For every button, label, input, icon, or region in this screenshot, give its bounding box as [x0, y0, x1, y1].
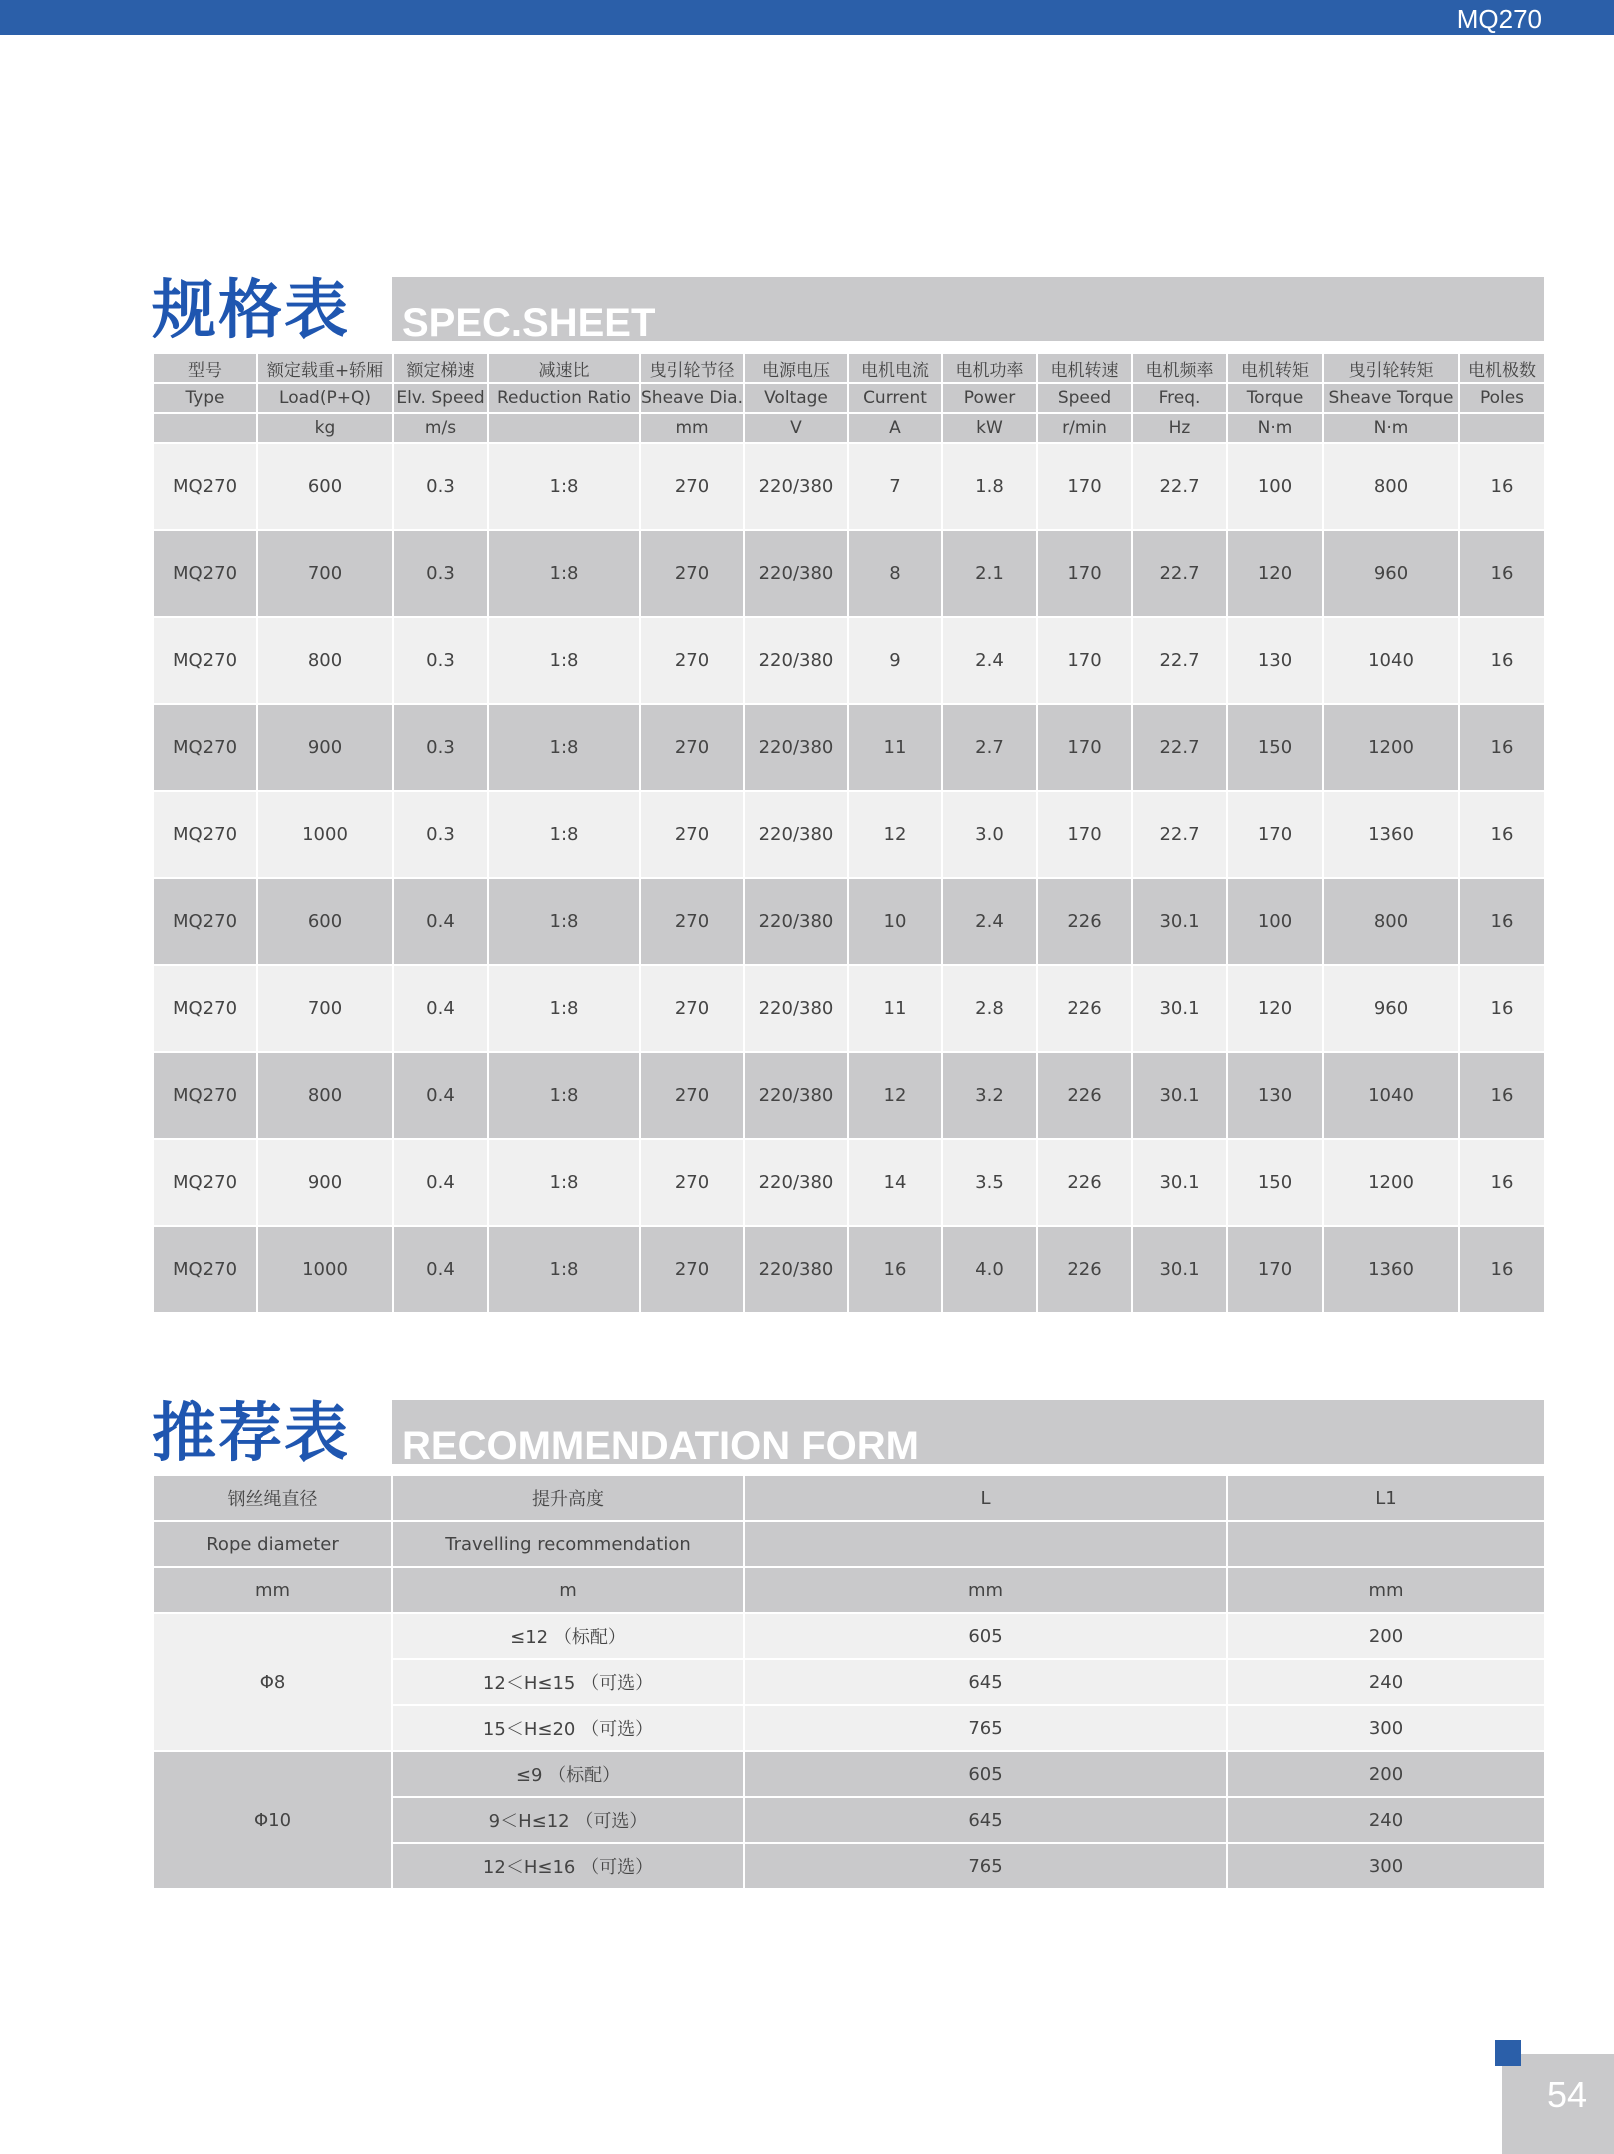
rec-cell: 300 [1227, 1705, 1545, 1751]
spec-cell: 22.7 [1132, 617, 1227, 704]
spec-cell: 1:8 [488, 617, 640, 704]
spec-cell: 100 [1227, 878, 1323, 965]
spec-cell: 100 [1227, 443, 1323, 530]
spec-cell: 800 [1323, 443, 1459, 530]
spec-cell: 960 [1323, 530, 1459, 617]
recommendation-table [152, 1474, 1546, 1890]
spec-cell: 0.3 [393, 530, 488, 617]
spec-header-cell: Current [848, 383, 942, 413]
spec-header-row-units [153, 413, 1545, 443]
spec-cell: 4.0 [942, 1226, 1037, 1313]
spec-cell: 1360 [1323, 791, 1459, 878]
spec-cell: 1200 [1323, 704, 1459, 791]
rec-cell: 765 [744, 1843, 1227, 1889]
spec-cell: 1:8 [488, 1226, 640, 1313]
spec-cell: 16 [1459, 1139, 1545, 1226]
spec-cell: MQ270 [153, 704, 257, 791]
rec-cell: ≤9 （标配） [392, 1751, 744, 1797]
top-bar [0, 0, 1614, 35]
spec-row [153, 704, 1545, 791]
spec-cell: 220/380 [744, 1052, 848, 1139]
spec-title-cn: 规格表 [152, 274, 350, 348]
spec-cell: 16 [1459, 704, 1545, 791]
rec-header-cell: L1 [1227, 1475, 1545, 1521]
spec-cell: 700 [257, 965, 393, 1052]
rec-cell: 12＜H≤16 （可选） [392, 1843, 744, 1889]
spec-cell: 600 [257, 878, 393, 965]
spec-cell: 30.1 [1132, 878, 1227, 965]
rec-header-row-header_cn [153, 1475, 1545, 1521]
spec-cell: 7 [848, 443, 942, 530]
spec-cell: 1000 [257, 791, 393, 878]
spec-cell: 9 [848, 617, 942, 704]
spec-header-cell: V [744, 413, 848, 443]
spec-cell: 226 [1037, 965, 1132, 1052]
spec-cell: 600 [257, 443, 393, 530]
spec-header-cell: Voltage [744, 383, 848, 413]
rec-cell: 240 [1227, 1797, 1545, 1843]
spec-cell: MQ270 [153, 791, 257, 878]
spec-header-cell: kg [257, 413, 393, 443]
spec-cell: 1:8 [488, 965, 640, 1052]
spec-header-cell: 电机转速 [1037, 353, 1132, 383]
rec-header-cell: mm [153, 1567, 392, 1613]
spec-cell: 14 [848, 1139, 942, 1226]
spec-cell: 2.1 [942, 530, 1037, 617]
spec-cell: 270 [640, 878, 744, 965]
spec-cell: MQ270 [153, 1139, 257, 1226]
rec-header-cell: 提升高度 [392, 1475, 744, 1521]
spec-row [153, 617, 1545, 704]
spec-cell: 170 [1037, 617, 1132, 704]
spec-cell: 0.3 [393, 617, 488, 704]
spec-cell: 0.4 [393, 1139, 488, 1226]
spec-header-cell: Sheave Dia. [640, 383, 744, 413]
spec-cell: MQ270 [153, 1226, 257, 1313]
spec-header-cell: Reduction Ratio [488, 383, 640, 413]
spec-row [153, 1052, 1545, 1139]
spec-cell: 0.3 [393, 443, 488, 530]
spec-header-cell: m/s [393, 413, 488, 443]
rec-title-cn: 推荐表 [152, 1397, 350, 1471]
spec-cell: 22.7 [1132, 530, 1227, 617]
spec-cell: 170 [1037, 704, 1132, 791]
spec-cell: 270 [640, 965, 744, 1052]
spec-cell: 12 [848, 791, 942, 878]
spec-cell: 2.7 [942, 704, 1037, 791]
spec-header-cell: 电机频率 [1132, 353, 1227, 383]
spec-cell: 170 [1037, 530, 1132, 617]
spec-row [153, 965, 1545, 1052]
spec-cell: 22.7 [1132, 443, 1227, 530]
spec-cell: 270 [640, 443, 744, 530]
spec-cell: 270 [640, 530, 744, 617]
spec-cell: 226 [1037, 1139, 1132, 1226]
spec-cell: 3.2 [942, 1052, 1037, 1139]
rec-cell: 12＜H≤15 （可选） [392, 1659, 744, 1705]
spec-header-cell: 电机电流 [848, 353, 942, 383]
spec-cell: 226 [1037, 1226, 1132, 1313]
rec-cell: 605 [744, 1613, 1227, 1659]
page-number: 54 [1546, 2074, 1587, 2115]
rec-cell: 240 [1227, 1659, 1545, 1705]
spec-cell: 270 [640, 617, 744, 704]
spec-cell: 30.1 [1132, 1226, 1227, 1313]
spec-cell: 220/380 [744, 530, 848, 617]
spec-cell: 220/380 [744, 878, 848, 965]
spec-header-cell: kW [942, 413, 1037, 443]
rec-header-cell: mm [1227, 1567, 1545, 1613]
spec-cell: 170 [1037, 791, 1132, 878]
spec-row [153, 1139, 1545, 1226]
spec-cell: 130 [1227, 1052, 1323, 1139]
spec-cell: 30.1 [1132, 1139, 1227, 1226]
spec-cell: 22.7 [1132, 791, 1227, 878]
spec-cell: 2.8 [942, 965, 1037, 1052]
rec-cell: 9＜H≤12 （可选） [392, 1797, 744, 1843]
spec-header-cell: Hz [1132, 413, 1227, 443]
spec-cell: 700 [257, 530, 393, 617]
spec-row [153, 791, 1545, 878]
rec-header-cell: Rope diameter [153, 1521, 392, 1567]
spec-cell: 1.8 [942, 443, 1037, 530]
rec-cell: 765 [744, 1705, 1227, 1751]
spec-header-cell: 电机极数 [1459, 353, 1545, 383]
rec-cell: 15＜H≤20 （可选） [392, 1705, 744, 1751]
spec-cell: 150 [1227, 1139, 1323, 1226]
spec-cell: 226 [1037, 878, 1132, 965]
spec-cell: 220/380 [744, 1226, 848, 1313]
spec-cell: 16 [1459, 530, 1545, 617]
spec-cell: 0.4 [393, 1052, 488, 1139]
spec-cell: 0.4 [393, 878, 488, 965]
spec-cell: 16 [1459, 1226, 1545, 1313]
spec-header-cell: Power [942, 383, 1037, 413]
spec-header-cell: Freq. [1132, 383, 1227, 413]
rec-header-cell: mm [744, 1567, 1227, 1613]
spec-cell: 270 [640, 1052, 744, 1139]
spec-header-cell: 额定载重+轿厢 [257, 353, 393, 383]
spec-cell: 16 [848, 1226, 942, 1313]
rec-header-row-header_en [153, 1521, 1545, 1567]
spec-cell: 960 [1323, 965, 1459, 1052]
spec-cell: 800 [257, 1052, 393, 1139]
spec-cell: 16 [1459, 617, 1545, 704]
spec-header-cell: Poles [1459, 383, 1545, 413]
spec-cell: 1:8 [488, 443, 640, 530]
spec-cell: 220/380 [744, 443, 848, 530]
spec-cell: 16 [1459, 443, 1545, 530]
spec-row [153, 1226, 1545, 1313]
spec-row [153, 878, 1545, 965]
rec-cell: 645 [744, 1797, 1227, 1843]
rope-diameter-cell: Φ8 [153, 1613, 392, 1751]
spec-cell: MQ270 [153, 443, 257, 530]
spec-header-cell: 电源电压 [744, 353, 848, 383]
spec-cell: 3.0 [942, 791, 1037, 878]
spec-cell: 900 [257, 1139, 393, 1226]
spec-header-cell: 曳引轮节径 [640, 353, 744, 383]
spec-cell: 3.5 [942, 1139, 1037, 1226]
spec-cell: 12 [848, 1052, 942, 1139]
spec-header-cell: Elv. Speed [393, 383, 488, 413]
spec-cell: 220/380 [744, 965, 848, 1052]
spec-cell: 16 [1459, 1052, 1545, 1139]
spec-row [153, 443, 1545, 530]
spec-cell: 1:8 [488, 704, 640, 791]
spec-row [153, 530, 1545, 617]
spec-header-cell [488, 413, 640, 443]
spec-cell: 1200 [1323, 1139, 1459, 1226]
spec-cell: 1040 [1323, 617, 1459, 704]
spec-cell: 0.3 [393, 791, 488, 878]
spec-header-cell: 额定梯速 [393, 353, 488, 383]
spec-header-cell [153, 413, 257, 443]
rec-cell: 200 [1227, 1613, 1545, 1659]
page-marker-square [1495, 2040, 1521, 2066]
spec-header-cell: Sheave Torque [1323, 383, 1459, 413]
spec-header-cell: 型号 [153, 353, 257, 383]
spec-header-cell: mm [640, 413, 744, 443]
spec-cell: MQ270 [153, 617, 257, 704]
spec-header-cell: Load(P+Q) [257, 383, 393, 413]
spec-header-cell: Type [153, 383, 257, 413]
spec-cell: MQ270 [153, 530, 257, 617]
spec-cell: 220/380 [744, 704, 848, 791]
spec-cell: 270 [640, 791, 744, 878]
rec-header-cell: L [744, 1475, 1227, 1521]
spec-cell: 16 [1459, 878, 1545, 965]
spec-cell: 220/380 [744, 791, 848, 878]
spec-cell: 16 [1459, 791, 1545, 878]
spec-cell: MQ270 [153, 878, 257, 965]
spec-cell: 800 [257, 617, 393, 704]
spec-cell: 0.3 [393, 704, 488, 791]
spec-cell: 270 [640, 1139, 744, 1226]
spec-cell: 120 [1227, 965, 1323, 1052]
spec-cell: 1:8 [488, 791, 640, 878]
spec-header-cell: 曳引轮转矩 [1323, 353, 1459, 383]
spec-cell: 800 [1323, 878, 1459, 965]
spec-cell: 0.4 [393, 1226, 488, 1313]
spec-cell: 2.4 [942, 878, 1037, 965]
rope-diameter-cell: Φ10 [153, 1751, 392, 1889]
spec-header-cell: r/min [1037, 413, 1132, 443]
spec-cell: 1:8 [488, 878, 640, 965]
spec-cell: 220/380 [744, 1139, 848, 1226]
spec-cell: 220/380 [744, 617, 848, 704]
rec-header-cell [1227, 1521, 1545, 1567]
rec-header-cell: m [392, 1567, 744, 1613]
spec-cell: MQ270 [153, 1052, 257, 1139]
spec-header-cell [1459, 413, 1545, 443]
spec-header-cell: N·m [1227, 413, 1323, 443]
spec-cell: 226 [1037, 1052, 1132, 1139]
spec-header-row-header_cn [153, 353, 1545, 383]
rec-cell: ≤12 （标配） [392, 1613, 744, 1659]
spec-cell: 1:8 [488, 530, 640, 617]
spec-cell: 11 [848, 965, 942, 1052]
spec-cell: 2.4 [942, 617, 1037, 704]
spec-title-en: SPEC.SHEET [402, 301, 656, 345]
rec-section-heading [152, 1397, 1544, 1471]
spec-header-cell: 减速比 [488, 353, 640, 383]
header-model: MQ270 [1456, 4, 1542, 34]
spec-header-cell: A [848, 413, 942, 443]
spec-cell: 22.7 [1132, 704, 1227, 791]
spec-cell: 1:8 [488, 1139, 640, 1226]
spec-cell: 10 [848, 878, 942, 965]
spec-cell: 1040 [1323, 1052, 1459, 1139]
spec-cell: 8 [848, 530, 942, 617]
spec-header-cell: Speed [1037, 383, 1132, 413]
spec-cell: 170 [1037, 443, 1132, 530]
spec-cell: 11 [848, 704, 942, 791]
rec-cell: 300 [1227, 1843, 1545, 1889]
rec-cell: 200 [1227, 1751, 1545, 1797]
spec-cell: 150 [1227, 704, 1323, 791]
rec-title-en: RECOMMENDATION FORM [402, 1424, 919, 1468]
spec-header-cell: N·m [1323, 413, 1459, 443]
spec-cell: 270 [640, 1226, 744, 1313]
spec-cell: 0.4 [393, 965, 488, 1052]
spec-cell: 1360 [1323, 1226, 1459, 1313]
spec-cell: 900 [257, 704, 393, 791]
spec-header-cell: Torque [1227, 383, 1323, 413]
spec-header-cell: 电机功率 [942, 353, 1037, 383]
rec-header-cell: Travelling recommendation [392, 1521, 744, 1567]
spec-cell: 270 [640, 704, 744, 791]
rec-row [153, 1751, 1545, 1797]
spec-cell: 120 [1227, 530, 1323, 617]
spec-cell: MQ270 [153, 965, 257, 1052]
rec-cell: 645 [744, 1659, 1227, 1705]
rec-cell: 605 [744, 1751, 1227, 1797]
spec-cell: 1000 [257, 1226, 393, 1313]
spec-table [152, 352, 1546, 1314]
rec-header-cell: 钢丝绳直径 [153, 1475, 392, 1521]
spec-cell: 30.1 [1132, 1052, 1227, 1139]
rec-row [153, 1613, 1545, 1659]
spec-header-row-header_en [153, 383, 1545, 413]
spec-cell: 130 [1227, 617, 1323, 704]
spec-cell: 170 [1227, 1226, 1323, 1313]
spec-cell: 1:8 [488, 1052, 640, 1139]
spec-cell: 16 [1459, 965, 1545, 1052]
spec-header-cell: 电机转矩 [1227, 353, 1323, 383]
spec-cell: 30.1 [1132, 965, 1227, 1052]
rec-header-cell [744, 1521, 1227, 1567]
rec-header-row-units [153, 1567, 1545, 1613]
spec-section-heading [152, 274, 1544, 348]
spec-cell: 170 [1227, 791, 1323, 878]
